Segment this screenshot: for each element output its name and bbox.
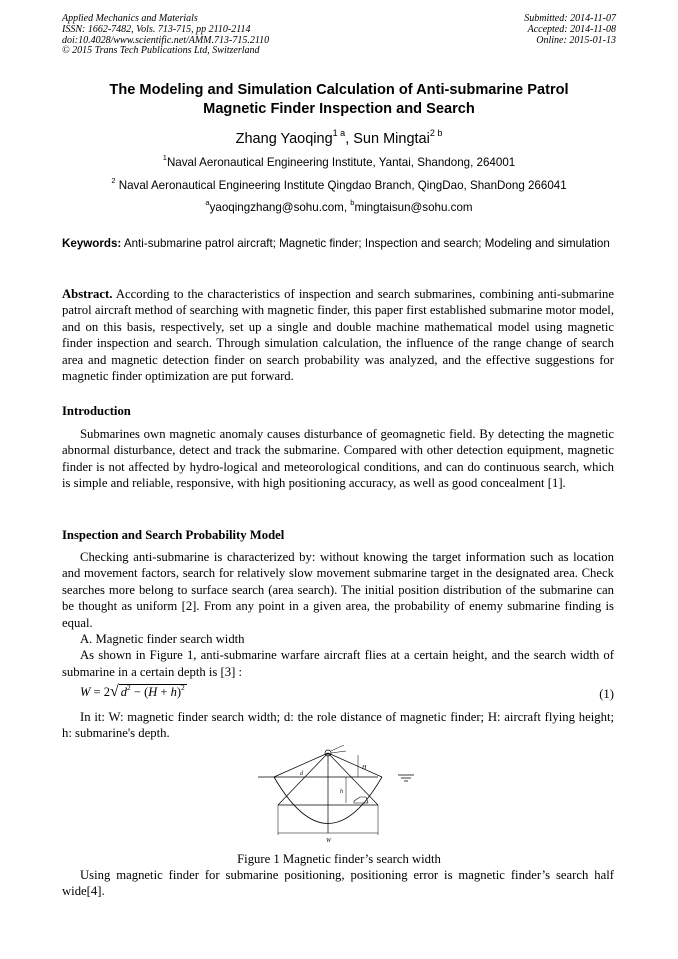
section-paragraph-1: Checking anti-submarine is characterized by: without knowing the target information such as location and movement factors, search for relatively slow movement submarine target in the designated area. Check searches more belong to surface search (area search). The initial position distribution of the submarine can be thought as uniform [2]. From any point in a given area, the probability of enemy submarine finding is equal.	[62, 550, 614, 630]
section-paragraph-4: Using magnetic finder for submarine positioning, positioning error is magnetic finder’s search half wide[4].	[62, 868, 614, 899]
section-paragraph-2: As shown in Figure 1, anti-submarine warfare aircraft flies at a certain height, and the search width of submarine in a certain depth is [3] :	[62, 648, 614, 679]
email-a-sup: a	[205, 198, 210, 208]
ground-icon	[398, 775, 414, 781]
equation-1: W = 2√ $d^2 - (H + h)^2$	[80, 682, 185, 700]
title-line-1: The Modeling and Simulation Calculation of Anti-submarine Patrol	[109, 82, 569, 98]
abstract-label: Abstract.	[62, 287, 113, 301]
submitted-date: Submitted: 2014-11-07	[524, 13, 616, 24]
journal-doi: doi:10.4028/www.scientific.net/AMM.713-715.2110	[62, 34, 270, 46]
email-a[interactable]: yaoqingzhang@sohu.com,	[209, 201, 351, 214]
label-h: h	[340, 789, 343, 795]
journal-name: Applied Mechanics and Materials	[62, 13, 198, 24]
keywords	[62, 236, 614, 252]
author-2-sup: 2 b	[429, 128, 443, 139]
author-1: Zhang Yaoqing	[235, 131, 333, 147]
keywords-label: Keywords:	[62, 237, 122, 250]
paper-title	[62, 81, 616, 119]
closing-paragraph	[62, 867, 614, 900]
figure-caption: Figure 1 Magnetic finder’s search width	[237, 852, 441, 866]
title-line-2: Magnetic Finder Inspection and Search	[203, 101, 475, 117]
section-paragraph-3: In it: W: magnetic finder search width; d: the role distance of magnetic finder; H: aircraft flying height; h: submarine's depth.	[62, 710, 614, 741]
author-2: Sun Mingtai	[353, 131, 430, 147]
introduction-paragraph: Submarines own magnetic anomaly causes disturbance of geomagnetic field. By detecting the magnetic abnormal disturbance, detect and track the submarine. Compared with other detection equipment, magnetic finder is not affected by hydro-logical and meteorological conditions, and can do continuous search, which is simple and reliable, responsive, with high positioning accuracy, as well as good concealment [1].	[62, 427, 614, 491]
equation-explanation	[62, 709, 614, 742]
accepted-date: Accepted: 2014-11-08	[527, 23, 616, 35]
aircraft-wing-icon	[331, 745, 346, 753]
affiliation-2-sup: 2	[111, 176, 116, 186]
introduction-heading: Introduction	[62, 404, 131, 418]
journal-info	[62, 14, 269, 57]
affiliation-1-sup: 1	[162, 153, 167, 163]
email-b[interactable]: mingtaisun@sohu.com	[354, 201, 473, 214]
section-body	[62, 549, 614, 680]
online-date: Online: 2015-01-13	[536, 34, 616, 46]
affiliation-2	[62, 176, 616, 193]
keywords-text: Anti-submarine patrol aircraft; Magnetic finder; Inspection and search; Modeling and simulation	[121, 237, 610, 250]
range-line-right	[328, 753, 382, 777]
range-line-right-lower	[328, 753, 378, 805]
figure-1-diagram	[258, 745, 420, 847]
sqrt-icon: √	[109, 683, 119, 700]
affiliation-2-text: Naval Aeronautical Engineering Institute Qingdao Branch, QingDao, ShanDong 266041	[115, 179, 567, 192]
author-emails	[62, 198, 616, 215]
section-heading: Inspection and Search Probability Model	[62, 528, 285, 542]
author-separator: ,	[345, 131, 354, 147]
email-b-sup: b	[350, 198, 355, 208]
affiliation-1-text: Naval Aeronautical Engineering Institute, Yantai, Shandong, 264001	[166, 156, 516, 169]
equation-number: (1)	[599, 687, 614, 701]
journal-issn: ISSN: 1662-7482, Vols. 713-715, pp 2110-2114	[62, 23, 251, 35]
range-line-d	[278, 753, 328, 805]
author-list	[62, 130, 616, 148]
abstract-text: According to the characteristics of inspection and search submarines, combining anti-submarine patrol aircraft method of searching with magnetic finder, this paper first established submarine motor model, and on this basis, respectively, set up a single and double machine mathematical model using magnetic finder inspection and search. Through simulation calculation, the influence of the range change of search area and magnetic detection finder on search probability was analyzed, and the effective suggestions for magnetic finder optimization are put forward.	[62, 287, 614, 384]
submission-dates	[524, 14, 616, 46]
abstract	[62, 286, 614, 384]
label-W: W	[326, 838, 331, 844]
introduction-body	[62, 426, 614, 492]
label-H: H	[362, 765, 367, 771]
affiliation-1	[62, 153, 616, 170]
label-d: d	[300, 771, 303, 777]
author-1-sup: 1 a	[332, 128, 346, 139]
journal-copyright: © 2015 Trans Tech Publications Ltd, Switzerland	[62, 45, 260, 57]
subsection-heading: A. Magnetic finder search width	[80, 632, 245, 647]
